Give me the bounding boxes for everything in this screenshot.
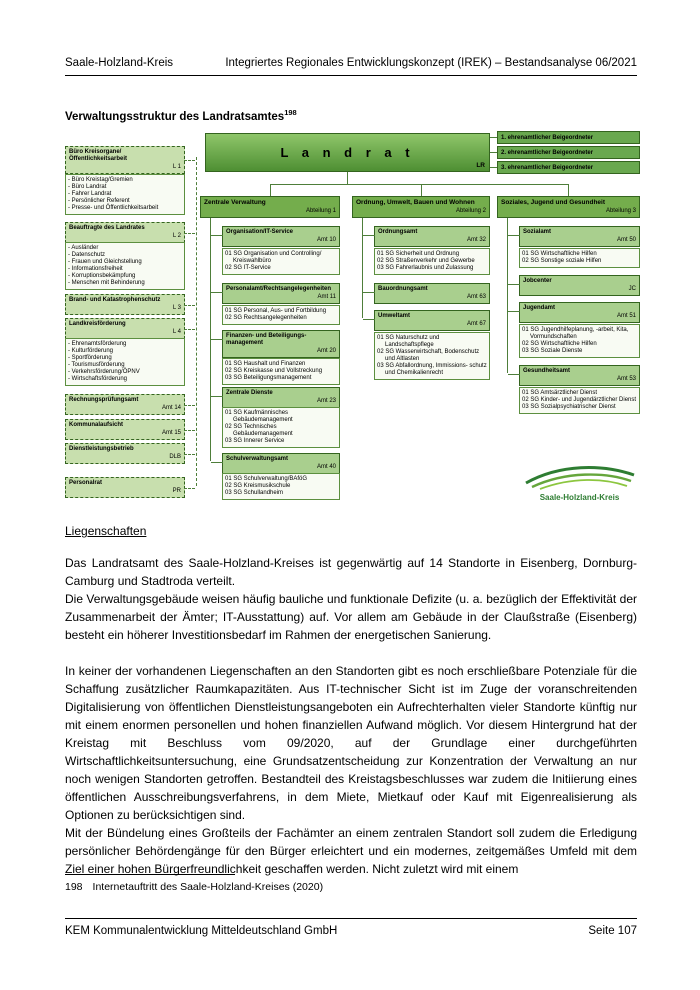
paragraph: In keiner der vorhandenen Liegenschaften an den Standorten gibt es noch erschließbare Potenziale für die Schaffung zusätzlicher Raumkapazitäten. Aus IT-technischer Sicht ist im Zuge der voranschreitenden Digitalisierung von öffentlichen Dienstleistungsangeboten ein Aufrechterhalten vieler Standorte künftig nur mit einem enormen personellen und hohen finanziellen Aufwand möglich. Vor diesem Hintergrund hat der Kreistag mit Beschluss vom 09/2020, auf der Grundlage einer durchgeführten Wirtschaftlichkeitsuntersuchung, eine Grundsatzentscheidung zur Konzentration der Verwaltung an nur noch wenigen Standorten getroffen. Bestandteil des Kreistagsbeschlusses war zudem die Initiierung eines öffentlichen Ausschreibungsverfahrens, in dem Miete, Mietkauf oder Kauf mit Eigenrealisierung als Optionen zu berücksichtigen sind. (65, 664, 637, 822)
list-item: 02 SG Sonstige soziale Hilfen (522, 258, 602, 264)
beigeordneter-box: 2. ehrenamtlicher Beigeordneter (497, 146, 640, 159)
office-title: Finanzen- und Beteiligungs- management (226, 333, 307, 346)
office-title: Schulverwaltungsamt (226, 456, 289, 462)
list-item: - Menschen mit Behinderung (68, 280, 145, 286)
footnote-divider (65, 874, 235, 875)
paragraph: Die Verwaltungsgebäude weisen häufig bauliche und funktionale Defizite (u. a. bezüglich der Effektivität der Zusammenarbeit der Ämter; IT-Ausstattung) auf. Vor allem am Gebäude in der Claußstraße (Eisenberg) besteht ein höherer Investitionsbedarf im Rahmen der energetischen Sanierung. (65, 592, 637, 642)
list-item: 02 SG Rechtsangelegenheiten (225, 315, 307, 321)
list-item: - Ausländer (68, 245, 99, 251)
list-item: 02 SG IT-Service (225, 265, 271, 271)
department-header (497, 196, 640, 218)
list-item: - Persönlicher Referent (68, 198, 130, 204)
office-title: Jugendamt (523, 305, 556, 311)
office-box (519, 302, 640, 323)
list-item: - Sportförderung (68, 355, 112, 361)
office-title: Personalamt/Rechtsangelegenheiten (226, 286, 332, 292)
list-item: - Verkehrsförderung/ÖPNV (68, 369, 140, 375)
staff-unit-title: Beauftragte des Landrates (69, 225, 145, 231)
office-code: Amt 40 (316, 464, 336, 470)
staff-unit-title: Landkreisförderung (69, 321, 126, 327)
list-item: - Informationsfreiheit (68, 266, 123, 272)
footnote-reference: 198 (284, 108, 297, 117)
office-items (222, 305, 340, 325)
staff-unit-box (65, 318, 185, 339)
office-code: Amt 20 (316, 348, 336, 354)
department-header (352, 196, 490, 218)
list-item: - Ehrenamtsförderung (68, 341, 127, 347)
staff-unit-title: Personalrat (69, 480, 103, 486)
list-item: 03 SG Innerer Service (225, 438, 285, 444)
staff-unit-code: L 4 (172, 329, 181, 335)
office-items (222, 358, 340, 385)
department-title: Ordnung, Umwelt, Bauen und Wohnen (356, 199, 475, 206)
list-item: 01 SG Jugendhilfeplanung, -arbeit, Kita, Vormundschaften (522, 327, 629, 340)
office-title: Sozialamt (523, 229, 552, 235)
office-box (222, 453, 340, 474)
staff-unit-code: Amt 15 (161, 430, 181, 436)
paragraph: Mit der Bündelung eines Großteils der Fachämter an einem zentralen Standort soll zudem die Erledigung persönlicher Behördengänge für den Bürger erleichtert und ein modernes, zeitgemäßes Umfeld mit dem Ziel einer hohen Bürgerfreundlichkeit geschaffen werden. Nicht zuletzt wird mit einem (65, 826, 637, 876)
office-items (519, 324, 640, 358)
staff-unit-items (65, 338, 185, 386)
list-item: - Presse- und Öffentlichkeitsarbeit (68, 205, 159, 211)
list-item: 03 SG Soziale Dienste (522, 348, 583, 354)
office-title: Jobcenter (523, 278, 552, 284)
list-item: - Wirtschaftsförderung (68, 376, 128, 382)
list-item: - Büro Kreistag/Gremien (68, 177, 133, 183)
section-heading: Liegenschaften (65, 524, 147, 538)
list-item: 01 SG Organisation und Controlling/ Kreiswahlbüro (225, 251, 322, 264)
landrat-code: LR (476, 162, 485, 169)
section-liegenschaften (65, 522, 637, 878)
staff-unit-title: Kommunalaufsicht (69, 422, 124, 428)
office-items (519, 387, 640, 414)
beigeordneter-box: 3. ehrenamtlicher Beigeordneter (497, 161, 640, 174)
connector-line (270, 184, 568, 185)
list-item: 02 SG Kreismusikschule (225, 483, 291, 489)
department-title: Zentrale Verwaltung (204, 199, 266, 206)
department-code: Abteilung 2 (455, 207, 486, 214)
footer-right: Seite 107 (588, 925, 637, 937)
office-items (519, 248, 640, 268)
office-code: Amt 53 (616, 376, 636, 382)
list-item: 01 SG Wirtschaftliche Hilfen (522, 251, 597, 257)
list-item: 02 SG Wasserwirtschaft, Bodenschutz und Altlasten (377, 349, 480, 362)
landrat-label: L a n d r a t (280, 145, 415, 160)
staff-unit-title: Dienstleistungsbetrieb (69, 446, 134, 452)
office-code: Amt 50 (616, 237, 636, 243)
list-item: - Kulturförderung (68, 348, 114, 354)
logo-saale-holzland-kreis (517, 462, 642, 501)
list-item: 02 SG Straßenverkehr und Gewerbe (377, 258, 475, 264)
staff-unit-box (65, 294, 185, 315)
department-code: Abteilung 3 (605, 207, 636, 214)
office-code: Amt 63 (466, 294, 486, 300)
logo-text: Saale-Holzland-Kreis (539, 493, 620, 502)
list-item: 03 SG Schullandheim (225, 490, 284, 496)
list-item: - Fahrer Landrat (68, 191, 112, 197)
office-box (519, 275, 640, 296)
office-title: Ordnungsamt (378, 229, 418, 235)
staff-unit-title: Rechnungsprüfungsamt (69, 397, 139, 403)
office-code: Amt 67 (466, 321, 486, 327)
paragraph: Das Landratsamt des Saale-Holzland-Kreises ist gegenwärtig auf 14 Standorte in Eisenberg, Dornburg-Camburg und Stadtroda verteilt. (65, 556, 637, 588)
office-code: Amt 51 (616, 313, 636, 319)
office-title: Umweltamt (378, 313, 411, 319)
footnote-text: Internetauftritt des Saale-Holzland-Kreises (2020) (92, 881, 324, 893)
list-item: 02 SG Kreiskasse und Vollstreckung (225, 368, 323, 374)
footnote (65, 874, 323, 893)
staff-unit-items (65, 242, 185, 290)
connector-line (568, 184, 569, 196)
list-item: - Korruptionsbekämpfung (68, 273, 136, 279)
list-item: 02 SG Wirtschaftliche Hilfen (522, 341, 597, 347)
office-items (222, 407, 340, 448)
staff-unit-box (65, 394, 185, 415)
office-box (374, 283, 490, 304)
page-header (65, 57, 637, 76)
staff-unit-items (65, 174, 185, 215)
list-item: 03 SG Sozialpsychiatrischer Dienst (522, 404, 616, 410)
office-items (374, 332, 490, 380)
staff-unit-title: Brand- und Katastrophenschutz (69, 297, 161, 303)
office-title: Zentrale Dienste (226, 390, 273, 396)
department-code: Abteilung 1 (305, 207, 336, 214)
list-item: 01 SG Schulverwaltung/BAföG (225, 476, 308, 482)
landrat-box (205, 133, 490, 172)
list-item: 03 SG Fahrerlaubnis und Zulassung (377, 265, 474, 271)
office-code: Amt 32 (466, 237, 486, 243)
office-box (222, 226, 340, 247)
staff-unit-box (65, 419, 185, 440)
connector-line (490, 137, 497, 138)
list-item: 03 SG Beteiligungsmanagement (225, 375, 312, 381)
figure-title-text: Verwaltungsstruktur des Landratsamtes (65, 110, 285, 123)
page-footer (65, 918, 637, 937)
office-box (222, 283, 340, 304)
staff-unit-code: L 3 (172, 305, 181, 311)
list-item: 01 SG Haushalt und Finanzen (225, 361, 306, 367)
staff-unit-code: L 1 (172, 164, 181, 170)
staff-unit-box (65, 443, 185, 464)
office-code: Amt 10 (316, 237, 336, 243)
office-title: Organisation/IT-Service (226, 229, 294, 235)
connector-line (362, 218, 363, 318)
connector-line (490, 167, 497, 168)
list-item: 01 SG Amtsärztlicher Dienst (522, 390, 598, 396)
staff-unit-title: Büro Kreisorgane/ Öffentlichkeitsarbeit (69, 149, 128, 162)
list-item: 03 SG Abfallordnung, Immissions- schutz und Chemikalienrecht (377, 363, 487, 376)
logo-swoosh-icon (520, 462, 640, 490)
list-item: - Frauen und Gleichstellung (68, 259, 142, 265)
connector-line (347, 172, 348, 184)
header-left: Saale-Holzland-Kreis (65, 57, 174, 69)
connector-line (490, 152, 497, 153)
staff-unit-code: Amt 14 (161, 405, 181, 411)
list-item: 01 SG Kaufmännisches Gebäudemanagement (225, 410, 293, 423)
staff-unit-box (65, 477, 185, 498)
connector-line (270, 184, 271, 196)
office-box (374, 310, 490, 331)
office-items (374, 248, 490, 275)
office-code: Amt 23 (316, 398, 336, 404)
staff-unit-code: DLB (169, 454, 181, 460)
office-box (374, 226, 490, 247)
office-code: Amt 11 (317, 294, 336, 300)
office-box (222, 330, 340, 358)
footer-left: KEM Kommunalentwicklung Mitteldeutschland GmbH (65, 925, 338, 937)
staff-unit-code: PR (172, 488, 181, 494)
connector-line (421, 184, 422, 196)
list-item: 02 SG Technisches Gebäudemanagement (225, 424, 293, 437)
list-item: 01 SG Naturschutz und Landschaftspflege (377, 335, 440, 348)
department-header (200, 196, 340, 218)
staff-unit-code: L 2 (172, 233, 181, 239)
org-chart (65, 130, 640, 522)
office-box (222, 387, 340, 408)
list-item: 01 SG Personal, Aus- und Fortbildung (225, 308, 327, 314)
header-right: Integriertes Regionales Entwicklungskonzept (IREK) – Bestandsanalyse 06/2021 (225, 57, 637, 69)
list-item: - Büro Landrat (68, 184, 107, 190)
office-title: Bauordnungsamt (378, 286, 428, 292)
department-title: Soziales, Jugend und Gesundheit (501, 199, 606, 206)
office-box (519, 365, 640, 386)
beigeordneter-box: 1. ehrenamtlicher Beigeordneter (497, 131, 640, 144)
staff-unit-box (65, 146, 185, 174)
office-items (222, 248, 340, 275)
connector-line (196, 157, 197, 486)
staff-unit-box (65, 222, 185, 243)
office-title: Gesundheitsamt (523, 368, 571, 374)
list-item: - Tourismusförderung (68, 362, 125, 368)
office-items (222, 473, 340, 500)
office-code: JC (628, 286, 636, 292)
office-box (519, 226, 640, 247)
list-item: 01 SG Sicherheit und Ordnung (377, 251, 460, 257)
footnote-number: 198 (65, 881, 83, 893)
connector-line (507, 218, 508, 373)
figure-title (65, 108, 297, 123)
list-item: 02 SG Kinder- und Jugendärztlicher Dienst (522, 397, 637, 403)
list-item: - Datenschutz (68, 252, 106, 258)
